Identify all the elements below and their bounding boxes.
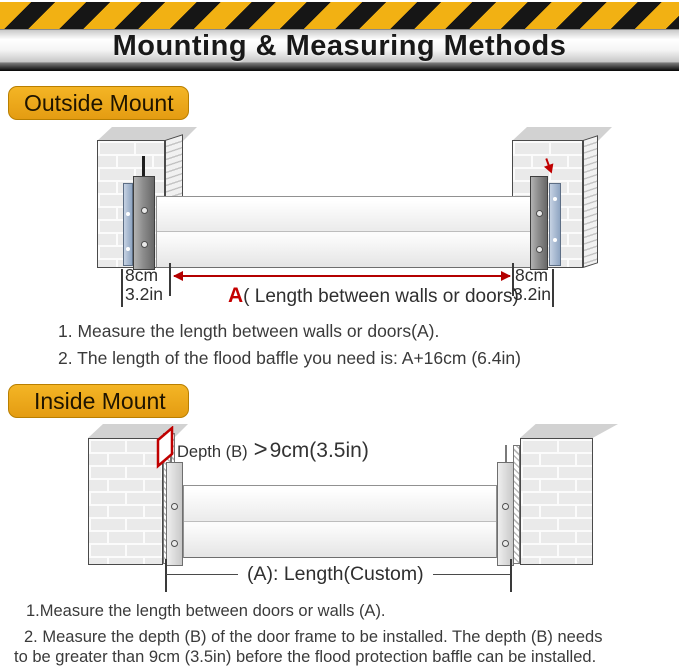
baffle-top-board bbox=[184, 486, 496, 522]
outside-mount-badge bbox=[8, 86, 189, 120]
left-offset-cm: 8cm bbox=[125, 265, 159, 285]
screw-icon bbox=[141, 241, 148, 248]
inside-mount-badge-label: Inside Mount bbox=[34, 387, 166, 414]
right-mounting-bracket bbox=[530, 176, 548, 270]
title-bar-shadow bbox=[0, 63, 679, 71]
greater-than-symbol: > bbox=[253, 436, 268, 463]
right-offset-in: 3.2in bbox=[513, 284, 551, 304]
inside-flood-baffle-panel bbox=[183, 485, 497, 558]
depth-value: 9cm(3.5in) bbox=[269, 439, 369, 462]
left-channel-rail bbox=[123, 183, 133, 266]
screw-icon bbox=[536, 246, 543, 253]
tick-line bbox=[169, 263, 171, 296]
inside-mount-badge bbox=[8, 384, 189, 418]
left-mounting-bracket bbox=[133, 176, 155, 270]
flood-baffle-panel bbox=[156, 196, 531, 268]
outside-step-1: 1. Measure the length between walls or doors(A). bbox=[58, 321, 440, 341]
title-bar bbox=[0, 29, 679, 63]
right-offset-cm: 8cm bbox=[515, 265, 549, 285]
rail-hole-icon bbox=[126, 247, 130, 251]
dimension-letter-a: A bbox=[228, 284, 244, 307]
baffle-bottom-board bbox=[184, 522, 496, 558]
screw-icon bbox=[171, 503, 178, 510]
inside-right-brick-pillar bbox=[520, 438, 593, 565]
rail-hole-icon bbox=[553, 197, 557, 201]
tick-line bbox=[510, 559, 512, 592]
inside-left-brick-pillar bbox=[88, 438, 163, 565]
inside-step-2-line-1: 2. Measure the depth (B) of the door frame to be installed. The depth (B) needs bbox=[24, 628, 603, 646]
baffle-top-board bbox=[157, 197, 530, 232]
depth-marker-icon bbox=[155, 426, 175, 470]
right-pillar-side-face bbox=[583, 135, 598, 268]
screw-icon bbox=[141, 207, 148, 214]
tick-line bbox=[552, 269, 554, 307]
rail-hole-icon bbox=[126, 212, 130, 216]
screw-icon bbox=[502, 540, 509, 547]
left-offset-in: 3.2in bbox=[125, 284, 163, 304]
inside-step-2-line-2: to be greater than 9cm (3.5in) before the flood protection baffle can be installed. bbox=[14, 648, 597, 666]
tick-line bbox=[165, 559, 167, 592]
mortar-joint-line bbox=[142, 156, 145, 177]
outside-mount-badge-label: Outside Mount bbox=[24, 89, 174, 116]
dimension-arrow bbox=[174, 275, 510, 277]
page-title: Mounting & Measuring Methods bbox=[112, 30, 567, 62]
inside-left-bracket-plate bbox=[166, 462, 183, 566]
hazard-stripe-banner bbox=[0, 2, 679, 29]
inside-right-bracket-plate bbox=[497, 462, 514, 566]
screw-icon bbox=[502, 503, 509, 510]
dimension-caption-text: ( Length between walls or doors) bbox=[243, 286, 519, 307]
depth-prefix: Depth (B) bbox=[177, 443, 248, 461]
length-custom-caption: (A): Length(Custom) bbox=[238, 563, 433, 586]
length-dimension-caption bbox=[228, 284, 519, 308]
screw-icon bbox=[171, 540, 178, 547]
inside-right-pillar-top-face bbox=[520, 424, 618, 438]
inside-step-1: 1.Measure the length between doors or walls (A). bbox=[26, 602, 386, 620]
tick-line bbox=[121, 269, 123, 307]
outside-step-2: 2. The length of the flood baffle you need is: A+16cm (6.4in) bbox=[58, 348, 521, 368]
depth-annotation bbox=[177, 436, 369, 464]
right-channel-rail bbox=[549, 183, 561, 266]
right-door-reveal bbox=[513, 445, 520, 564]
baffle-bottom-board bbox=[157, 232, 530, 267]
frame-edge-line bbox=[505, 445, 507, 463]
rail-hole-icon bbox=[553, 238, 557, 242]
screw-icon bbox=[536, 210, 543, 217]
